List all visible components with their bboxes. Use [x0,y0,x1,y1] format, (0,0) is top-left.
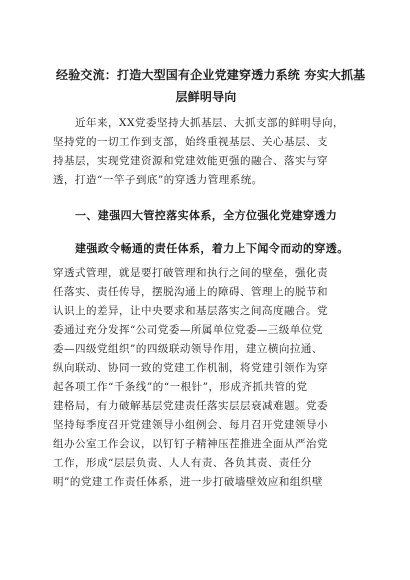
intro-line: 坚持党的一切工作到支部，始终重视基层、关心基层、支 [53,136,328,148]
paragraph-line: 建格局，有力破解基层党建责任落实层层衰减难题。党委 [53,400,328,412]
paragraph-line: 工作，形成“层层负责、人人有责、各负其责、责任分 [53,457,312,469]
intro-paragraph [53,114,358,190]
intro-line: 近年来，XX党委坚持大抓基层、大抓支部的鲜明导向， [75,117,344,129]
paragraph-line: 坚持每季度召开党建领导小组例会、每月召开党建领导小 [53,419,328,431]
paragraph-line: 委—四级党组织”的四级联动领导作用，建立横向拉通、 [53,343,323,355]
paragraph-line: 组办公室工作会议，以钉钉子精神压茬推进全面从严治党 [53,438,328,450]
paragraph-line: 起各项工作“千条线”的“一根针”，形成齐抓共管的党 [53,381,308,393]
document-body [53,114,358,492]
paragraph-line: 任落实、责任传导，摆脱沟通上的障碍、管理上的脱节和 [53,286,328,298]
intro-line: 持基层，实现党建资源和党建效能更强的融合、落实与穿 [53,155,328,167]
section-subheading: 建强政令畅通的责任体系，着力上下闻令而动的穿透。 [75,242,349,255]
title-line-1: 经验交流：打造大型国有企业党建穿透力系统 夯实大抓基 [56,68,366,82]
section-paragraph [53,264,358,492]
paragraph-line: 认识上的差异，让中央要求和基层落实之间高度融合。党 [53,305,328,317]
title-line-2: 层鲜明导向 [175,90,237,104]
paragraph-line: 明”的党建工作责任体系，进一步打破墙壁效应和组织壁 [53,476,323,488]
paragraph-line: 穿透式管理，就是要打破管理和执行之间的壁垒，强化责 [53,267,328,279]
section-heading: 一、建强四大管控落实体系，全方位强化党建穿透力 [75,209,338,222]
paragraph-line: 纵向联动、协同一致的党建工作机制，将党建引领作为穿 [53,362,328,374]
paragraph-line: 委通过充分发挥“公司党委—所属单位党委—三级单位党 [53,324,323,336]
intro-line: 透，打造“一竿子到底”的穿透力管理系统。 [53,174,263,186]
document-title [56,64,366,108]
